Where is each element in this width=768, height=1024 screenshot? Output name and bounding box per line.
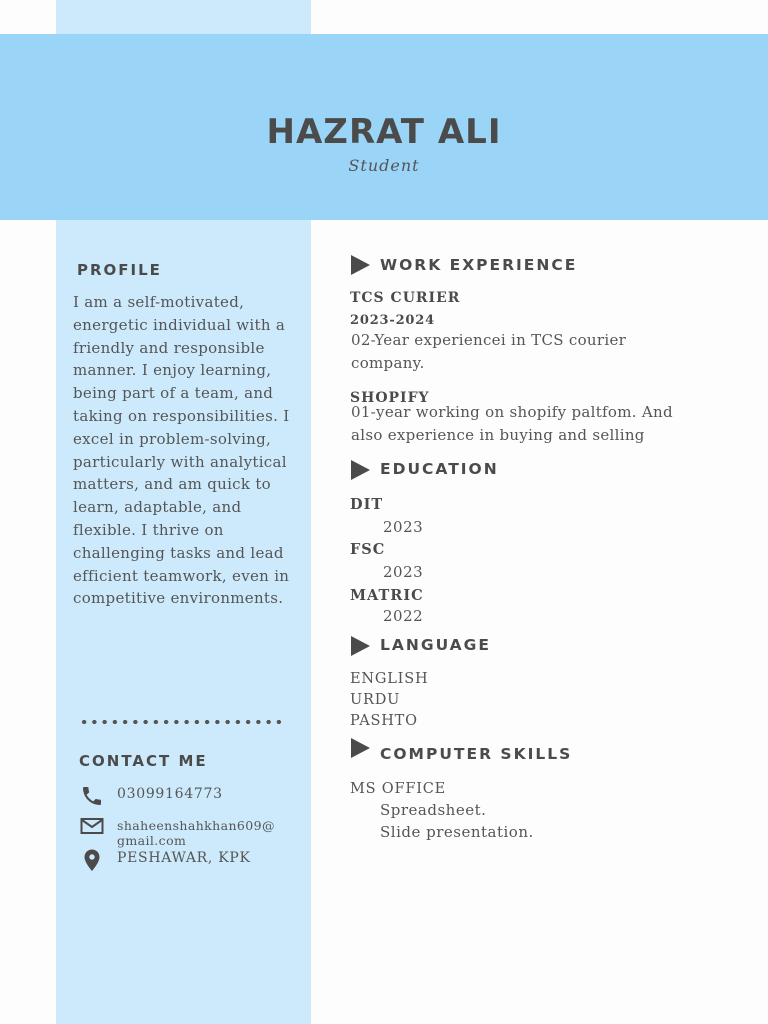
language-item: URDU — [350, 692, 401, 708]
dotted-divider — [79, 717, 284, 727]
candidate-role: Student — [348, 156, 420, 175]
contact-location: PESHAWAR, KPK — [117, 850, 251, 866]
mail-icon — [80, 814, 104, 838]
location-pin-icon — [80, 848, 104, 872]
education-year: 2022 — [383, 607, 424, 625]
job-description: 02-Year experiencei in TCS courier company. — [351, 331, 627, 372]
skill-subitem: Spreadsheet. — [380, 801, 487, 819]
profile-heading: PROFILE — [77, 261, 162, 279]
education-heading: EDUCATION — [380, 460, 499, 478]
skills-heading: COMPUTER SKILLS — [380, 745, 573, 763]
contact-phone[interactable]: 03099164773 — [117, 786, 223, 802]
contact-email[interactable] — [117, 818, 275, 848]
education-year: 2023 — [383, 563, 424, 581]
section-arrow-icon — [351, 460, 370, 480]
job-title: SHOPIFY — [350, 390, 430, 406]
candidate-name: HAZRAT ALI — [266, 112, 502, 152]
email-line-2: gmail.com — [117, 833, 187, 848]
section-arrow-icon — [351, 255, 370, 275]
job-title: TCS CURIER — [350, 290, 461, 306]
language-item: PASHTO — [350, 713, 418, 729]
job-years: 2023-2024 — [350, 313, 435, 328]
education-title: DIT — [350, 496, 384, 513]
profile-text: I am a self-motivated, energetic individual with a friendly and responsible manner. I enjoy learning, being part of a team, and taking on responsibilities. I excel in problem-solving, particularly with analytical matters, and am quick to learn, adaptable, and flexible. I thrive on challenging tasks and lead efficient teamwork, even in competitive environments. — [73, 293, 290, 608]
skill-item: MS OFFICE — [350, 781, 447, 797]
phone-icon — [80, 784, 104, 808]
section-arrow-icon — [351, 738, 370, 758]
language-item: ENGLISH — [350, 671, 429, 687]
section-arrow-icon — [351, 636, 370, 656]
education-title: MATRIC — [350, 587, 424, 604]
skill-subitem: Slide presentation. — [380, 823, 534, 841]
job-description: 01-year working on shopify paltfom. And also experience in buying and selling — [351, 403, 673, 444]
email-line-1: shaheenshahkhan609@ — [117, 818, 275, 833]
contact-heading: CONTACT ME — [79, 752, 208, 770]
work-heading: WORK EXPERIENCE — [380, 256, 578, 274]
education-year: 2023 — [383, 518, 424, 536]
education-title: FSC — [350, 541, 386, 558]
language-heading: LANGUAGE — [380, 636, 491, 654]
